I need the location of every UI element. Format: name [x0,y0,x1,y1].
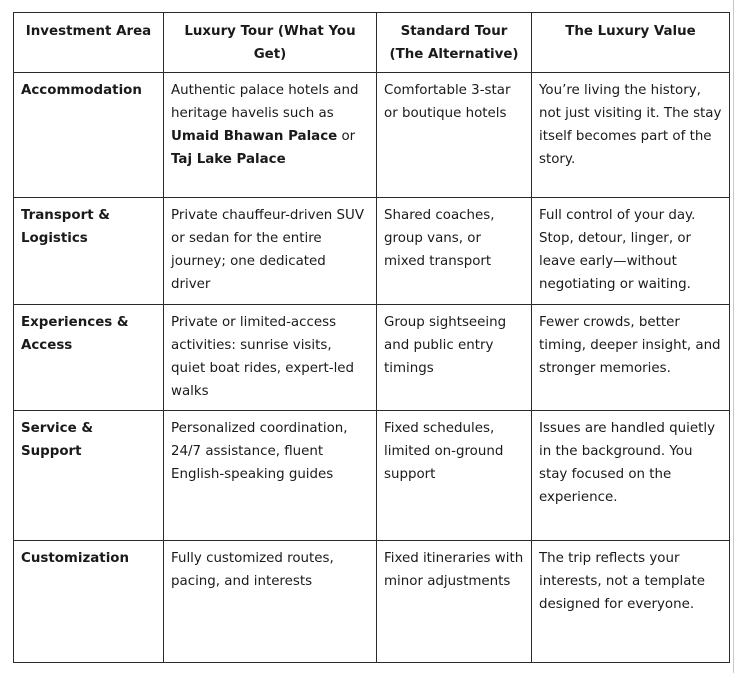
table-row [14,541,730,663]
page-edge-divider [733,0,734,673]
area-cell: Service & Support [14,411,164,541]
area-cell: Experiences & Access [14,305,164,411]
table-row [14,198,730,305]
table-row [14,305,730,411]
header-standard-tour: Standard Tour (The Alternative) [377,13,532,73]
hotel-name-taj: Taj Lake Palace [171,152,286,167]
standard-cell: Comfortable 3-star or boutique hotels [377,73,532,198]
value-cell: Full control of your day. Stop, detour, linger, or leave early—without negotiating or waiting. [532,198,730,305]
luxury-text: or [337,129,356,144]
luxury-cell: Private chauffeur-driven SUV or sedan for the entire journey; one dedicated driver [164,198,377,305]
luxury-cell: Personalized coordination, 24/7 assistance, fluent English-speaking guides [164,411,377,541]
standard-cell: Shared coaches, group vans, or mixed transport [377,198,532,305]
luxury-text: Authentic palace hotels and heritage havelis such as [171,83,359,121]
header-investment-area: Investment Area [14,13,164,73]
header-row [14,13,730,73]
standard-cell: Fixed itineraries with minor adjustments [377,541,532,663]
comparison-table [13,12,730,663]
area-cell: Accommodation [14,73,164,198]
table-row [14,411,730,541]
table-row [14,73,730,198]
value-cell: The trip reflects your interests, not a template designed for everyone. [532,541,730,663]
hotel-name-umaid: Umaid Bhawan Palace [171,129,338,144]
header-luxury-tour: Luxury Tour (What You Get) [164,13,377,73]
luxury-cell [164,73,377,198]
area-cell: Transport & Logistics [14,198,164,305]
standard-cell: Fixed schedules, limited on-ground support [377,411,532,541]
value-cell: You’re living the history, not just visiting it. The stay itself becomes part of the story. [532,73,730,198]
value-cell: Fewer crowds, better timing, deeper insight, and stronger memories. [532,305,730,411]
luxury-cell: Fully customized routes, pacing, and interests [164,541,377,663]
header-luxury-value: The Luxury Value [532,13,730,73]
standard-cell: Group sightseeing and public entry timings [377,305,532,411]
area-cell: Customization [14,541,164,663]
luxury-cell: Private or limited-access activities: sunrise visits, quiet boat rides, expert-led walks [164,305,377,411]
value-cell: Issues are handled quietly in the background. You stay focused on the experience. [532,411,730,541]
